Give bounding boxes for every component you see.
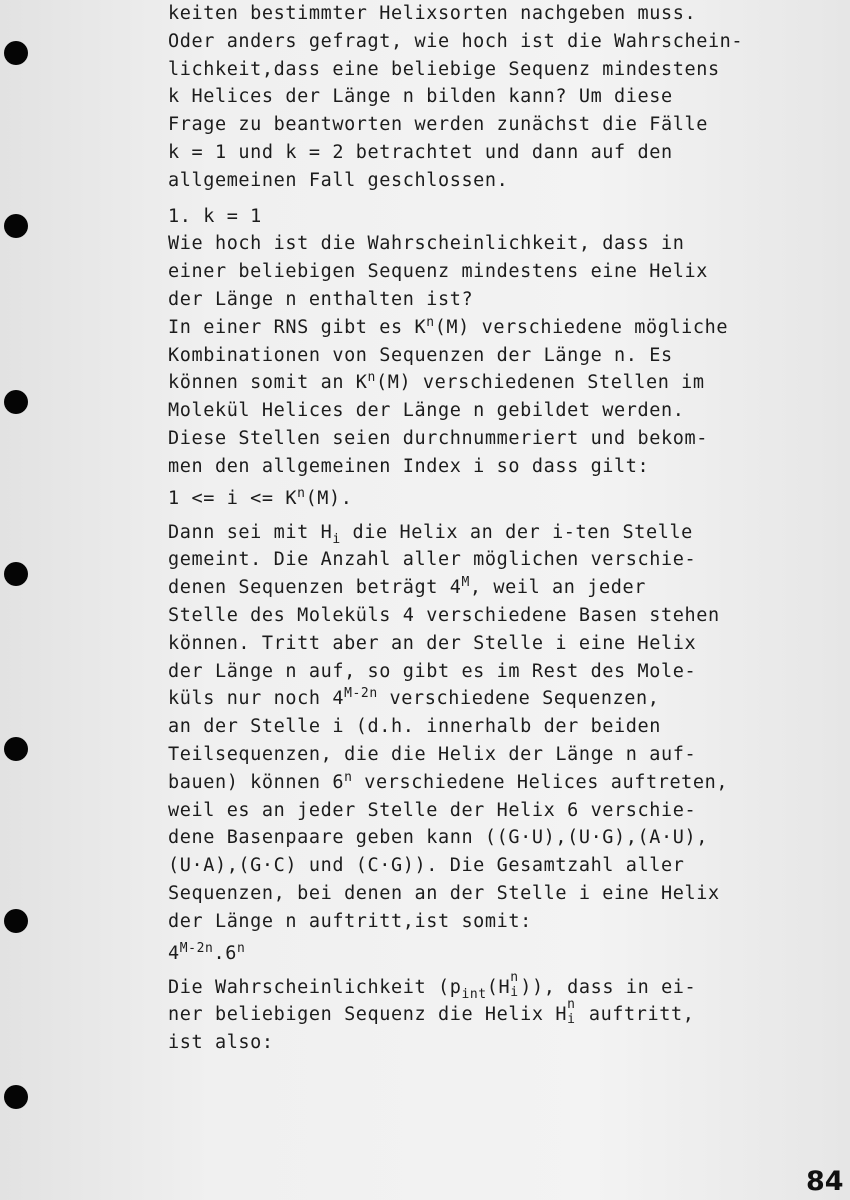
- text-line: der Länge n auftritt,ist somit:: [168, 910, 532, 932]
- paragraph-question: [168, 230, 768, 313]
- text-line: keiten bestimmter Helixsorten nachgeben muss.: [168, 3, 697, 24]
- text-line: Frage zu beantworten werden zunächst die Fälle: [168, 114, 708, 136]
- text-line: dene Basenpaare geben kann ((G·U),(U·G),(A·U),: [168, 827, 708, 849]
- text-line: Wie hoch ist die Wahrscheinlichkeit, dass in: [168, 233, 685, 255]
- punch-hole: [4, 1085, 28, 1109]
- text-line: Sequenzen, bei denen an der Stelle i eine Helix: [168, 882, 720, 904]
- text-line: können somit an $K^n(M)$ verschiedenen Stellen im: [168, 370, 705, 394]
- text-line: men den allgemeinen Index i so dass gilt:: [168, 455, 650, 477]
- text-line: an der Stelle i (d.h. innerhalb der beiden: [168, 716, 661, 738]
- punch-hole: [4, 214, 28, 238]
- text-line: weil es an jeder Stelle der Helix 6 verschie-: [168, 799, 697, 821]
- text-line: denen Sequenzen beträgt $4^M$, weil an jeder: [168, 575, 646, 599]
- text-line: ist also:: [168, 1032, 274, 1054]
- page-number: 84: [806, 1166, 844, 1197]
- section-heading: 1. k = 1: [168, 205, 262, 227]
- text-line: Teilsequenzen, die die Helix der Länge n auf-: [168, 743, 697, 765]
- text-line: Stelle des Moleküls 4 verschiedene Basen stehen: [168, 604, 720, 626]
- punch-hole: [4, 41, 28, 65]
- punch-hole: [4, 909, 28, 933]
- paragraph-intro: [168, 0, 768, 195]
- text-line: Diese Stellen seien durchnummeriert und bekom-: [168, 427, 708, 449]
- text-line: (U·A),(G·C) und (C·G)). Die Gesamtzahl aller: [168, 855, 685, 877]
- text-line: k = 1 und k = 2 betrachtet und dann auf den: [168, 141, 673, 163]
- text-line: k Helices der Länge n bilden kann? Um diese: [168, 86, 673, 108]
- text-line: allgemeinen Fall geschlossen.: [168, 169, 509, 191]
- paragraph-sequences: [168, 519, 768, 936]
- text-line: küls nur noch $4^{M-2n}$ verschiedene Sequenzen,: [168, 686, 660, 710]
- text-line: der Länge n enthalten ist?: [168, 288, 474, 310]
- text-line: In einer RNS gibt es $K^n(M)$ verschiedene mögliche: [168, 314, 729, 338]
- text-line: einer beliebigen Sequenz mindestens eine Helix: [168, 261, 708, 283]
- text-line: der Länge n auf, so gibt es im Rest des Mole-: [168, 660, 697, 682]
- text-line: bauen) können 6$^n$ verschiedene Helices auftreten,: [168, 769, 729, 793]
- text-line: Die Wahrscheinlichkeit ($p_{int}(H$ n i )), dass in ei-: [168, 969, 697, 1002]
- paragraph-probability: [168, 969, 768, 1057]
- text-line: lichkeit,dass eine beliebige Sequenz mindestens: [168, 58, 720, 80]
- formula-total: $4^{M-2n}.6^n$: [168, 940, 246, 964]
- text-line: ner beliebigen Sequenz die Helix H n i auftritt,: [168, 997, 695, 1028]
- text-line: Molekül Helices der Länge n gebildet werden.: [168, 400, 685, 422]
- punch-hole: [4, 562, 28, 586]
- text-line: Dann sei mit $H_i$ die Helix an der i-ten Stelle: [168, 521, 693, 547]
- punch-hole: [4, 390, 28, 414]
- body-text: [168, 0, 768, 1057]
- text-line: Oder anders gefragt, wie hoch ist die Wahrschein-: [168, 30, 744, 52]
- text-line: können. Tritt aber an der Stelle i eine Helix: [168, 632, 697, 654]
- paragraph-combinations: [168, 314, 768, 481]
- text-line: gemeint. Die Anzahl aller möglichen verschie-: [168, 549, 697, 571]
- formula-index-range: $1 <= i <= K^n(M)$.: [168, 485, 353, 509]
- punch-hole: [4, 737, 28, 761]
- text-line: Kombinationen von Sequenzen der Länge n. Es: [168, 344, 673, 366]
